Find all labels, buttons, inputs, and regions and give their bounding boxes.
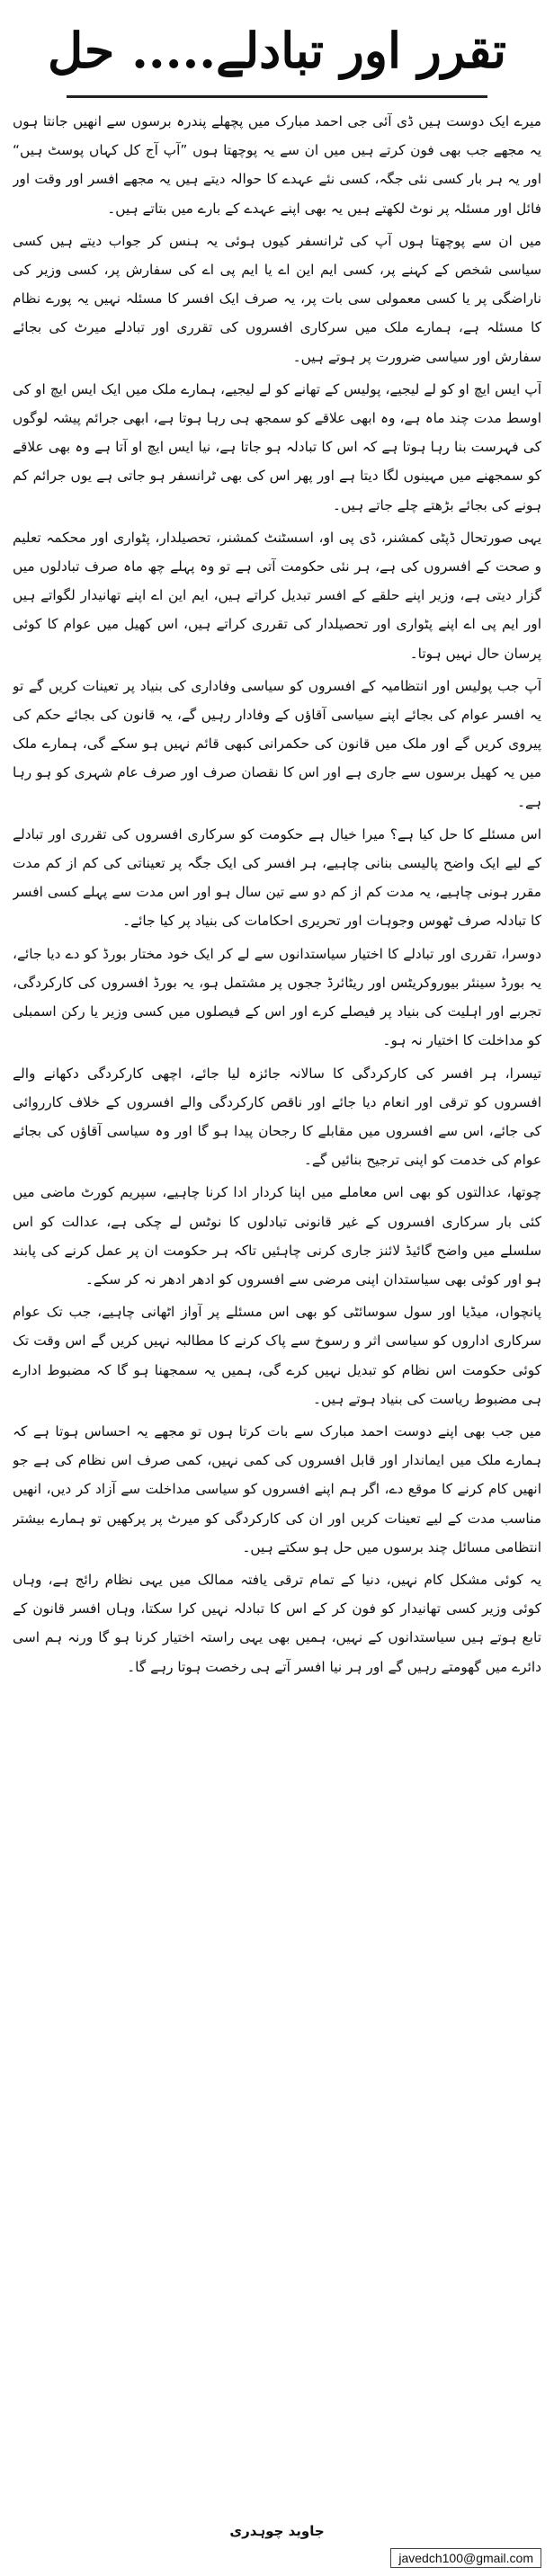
article-paragraph: پانچواں، میڈیا اور سول سوسائٹی کو بھی اس مسئلے پر آواز اٹھانی چاہیے، جب تک عوام سرکاری اداروں کو سیاسی اثر و رسوخ سے پاک کرنے کا مطالبہ نہیں کریں گے اس وقت تک کوئی حکومت اس نظام کو تبدیل نہیں کرے گی، ہمیں یہ سمجھنا ہو گا کہ مضبوط ادارے ہی مضبوط ریاست کی بنیاد ہوتے ہیں۔: [13, 1304, 541, 1407]
article-paragraph: تیسرا، ہر افسر کی کارکردگی کا سالانہ جائزہ لیا جائے، اچھی کارکردگی دکھانے والے افسروں کو ترقی اور انعام دیا جائے اور ناقص کارکردگی والے افسروں کے خلاف کارروائی کی جائے، اس سے افسروں میں مقابلے کا رجحان پیدا ہو گا اور وہ سیاسی آقاؤں کی بجائے عوام کی خدمت کو اپنی ترجیح بنائیں گے۔: [13, 1065, 541, 1169]
article-paragraph: یہی صورتحال ڈپٹی کمشنر، ڈی پی او، اسسٹنٹ کمشنر، تحصیلدار، پٹواری اور محکمہ تعلیم و صحت کے افسروں کی ہے، ہر نئی حکومت آتی ہے تو وہ پہلے چھ ماہ صرف تبادلوں میں گزار دیتی ہے، وزیر اپنے حلقے کے افسر تبدیل کراتے ہیں، ایم این اے اپنے تھانیدار لگواتے ہیں اور ایم پی اے اپنے پٹواری اور تحصیلدار کی تقرری کراتے ہیں، اس کھیل میں عوام کا کوئی پرسان حال نہیں ہوتا۔: [13, 529, 541, 662]
headline-divider: [67, 95, 487, 98]
author-byline: جاوید چوہدری: [229, 2523, 325, 2539]
article-paragraph: اس مسئلے کا حل کیا ہے؟ میرا خیال ہے حکومت کو سرکاری افسروں کی تقرری اور تبادلے کے لیے ایک واضح پالیسی بنانی چاہیے، ہر افسر کی ایک جگہ پر تعیناتی کی کم از کم مدت مقرر ہونی چاہیے، یہ مدت کم از کم دو سے تین سال ہو اور اس مدت سے پہلے کسی افسر کا تبادلہ صرف ٹھوس وجوہات اور تحریری احکامات کی بنیاد پر کیا جائے۔: [13, 825, 541, 930]
article-paragraph: میرے ایک دوست ہیں ڈی آئی جی احمد مبارک میں پچھلے پندرہ برسوں سے انھیں جانتا ہوں یہ مجھے جب بھی فون کرتے ہیں میں ان سے یہ پوچھتا ہوں ”آپ آج کل کہاں پوسٹ ہیں“ اور یہ ہر بار کسی نئی جگہ، کسی نئے عہدے کا حوالہ دیتے ہیں یہ مجھے افسر اور وقت اور فائل اور مسئلہ پر نوٹ لکھتے ہیں یہ بھی اپنے عہدے کے بارے میں بتاتے ہیں۔: [13, 113, 541, 217]
article-headline: تقرر اور تبادلے..... حل: [48, 22, 506, 79]
article-paragraph: میں جب بھی اپنے دوست احمد مبارک سے بات کرتا ہوں تو مجھے یہ احساس ہوتا ہے کہ ہمارے ملک میں ایماندار اور قابل افسروں کی کمی نہیں، کمی صرف اس نظام کی ہے جو انھیں کام کرنے کا موقع دے، اگر ہم اپنے افسروں کو سیاسی مداخلت سے آزاد کر دیں، انھیں مناسب مدت کے لیے تعینات کریں اور ان کی کارکردگی کو میرٹ پر پرکھیں تو ہمارے بیشتر انتظامی مسائل چند برسوں میں حل ہو سکتے ہیں۔: [13, 1422, 541, 1555]
author-email: javedch100@gmail.com: [390, 2548, 541, 2568]
article-paragraph: میں ان سے پوچھتا ہوں آپ کی ٹرانسفر کیوں ہوئی یہ ہنس کر جواب دیتے ہیں کسی سیاسی شخص کے کہنے پر، کسی ایم این اے یا ایم پی اے کی سفارش پر، کسی وزیر کی ناراضگی پر یا کسی معمولی سی بات پر، یہ صرف ایک افسر کا مسئلہ نہیں یہ پورے نظام کا مسئلہ ہے، ہمارے ملک میں سرکاری افسروں کی تقرری اور تبادلے میرٹ کی بجائے سفارش اور سیاسی ضرورت پر ہوتے ہیں۔: [13, 232, 541, 365]
article-paragraph: یہ کوئی مشکل کام نہیں، دنیا کے تمام ترقی یافتہ ممالک میں یہی نظام رائج ہے، وہاں کوئی وزیر کسی تھانیدار کو فون کر کے اس کا تبادلہ نہیں کرا سکتا، وہاں افسر قانون کے تابع ہوتے ہیں سیاستدانوں کے نہیں، ہمیں بھی یہی راستہ اختیار کرنا ہو گا ورنہ ہم اسی دائرے میں گھومتے رہیں گے اور ہر نیا افسر آتے ہی رخصت ہوتا رہے گا۔: [13, 1571, 541, 1675]
article-paragraph: آپ جب پولیس اور انتظامیہ کے افسروں کو سیاسی وفاداری کی بنیاد پر تعینات کریں گے تو یہ افسر عوام کی بجائے اپنے سیاسی آقاؤں کے وفادار رہیں گے، یہ قانون کی بجائے حکم کی پیروی کریں گے اور ملک میں قانون کی حکمرانی کبھی قائم نہیں ہو سکے گی، ہمارے ملک میں یہ کھیل برسوں سے جاری ہے اور اس کا نقصان صرف اور صرف عام شہری کو ہو رہا ہے۔: [13, 677, 541, 810]
article-paragraph: چوتھا، عدالتوں کو بھی اس معاملے میں اپنا کردار ادا کرنا چاہیے، سپریم کورٹ ماضی میں کئی بار سرکاری افسروں کے غیر قانونی تبادلوں کا نوٹس لے چکی ہے، عدالت کو اس سلسلے میں واضح گائیڈ لائنز جاری کرنی چاہئیں تاکہ ہر حکومت ان پر عمل کرنے کی پابند ہو اور کوئی بھی سیاستدان اپنی مرضی سے افسروں کو ادھر ادھر نہ کر سکے۔: [13, 1184, 541, 1288]
article-body: [13, 107, 541, 2504]
article-paragraph: آپ ایس ایچ او کو لے لیجیے، پولیس کے تھانے کو لے لیجیے، ہمارے ملک میں ایک ایس ایچ او کی اوسط مدت چند ماہ ہے، وہ ابھی علاقے کو سمجھ ہی رہا ہوتا ہے، ابھی جرائم پیشہ لوگوں کی فہرست بنا رہا ہوتا ہے کہ اس کا تبادلہ ہو جاتا ہے، نیا ایس ایچ او آتا ہے وہ بھی علاقے کو سمجھنے میں مہینوں لگا دیتا ہے اور پھر اس کی بھی ٹرانسفر ہو جاتی ہے یوں جرائم کم ہونے کی بجائے بڑھتے چلے جاتے ہیں۔: [13, 380, 541, 513]
article-paragraph: دوسرا، تقرری اور تبادلے کا اختیار سیاستدانوں سے لے کر ایک خود مختار بورڈ کو دے دیا جائے، یہ بورڈ سینئر بیوروکریٹس اور ریٹائرڈ ججوں پر مشتمل ہو، یہ بورڈ افسروں کی کارکردگی، تجربے اور اہلیت کی بنیاد پر فیصلے کرے اور اس کے فیصلوں میں کسی وزیر یا رکن اسمبلی کو مداخلت کا اختیار نہ ہو۔: [13, 945, 541, 1049]
